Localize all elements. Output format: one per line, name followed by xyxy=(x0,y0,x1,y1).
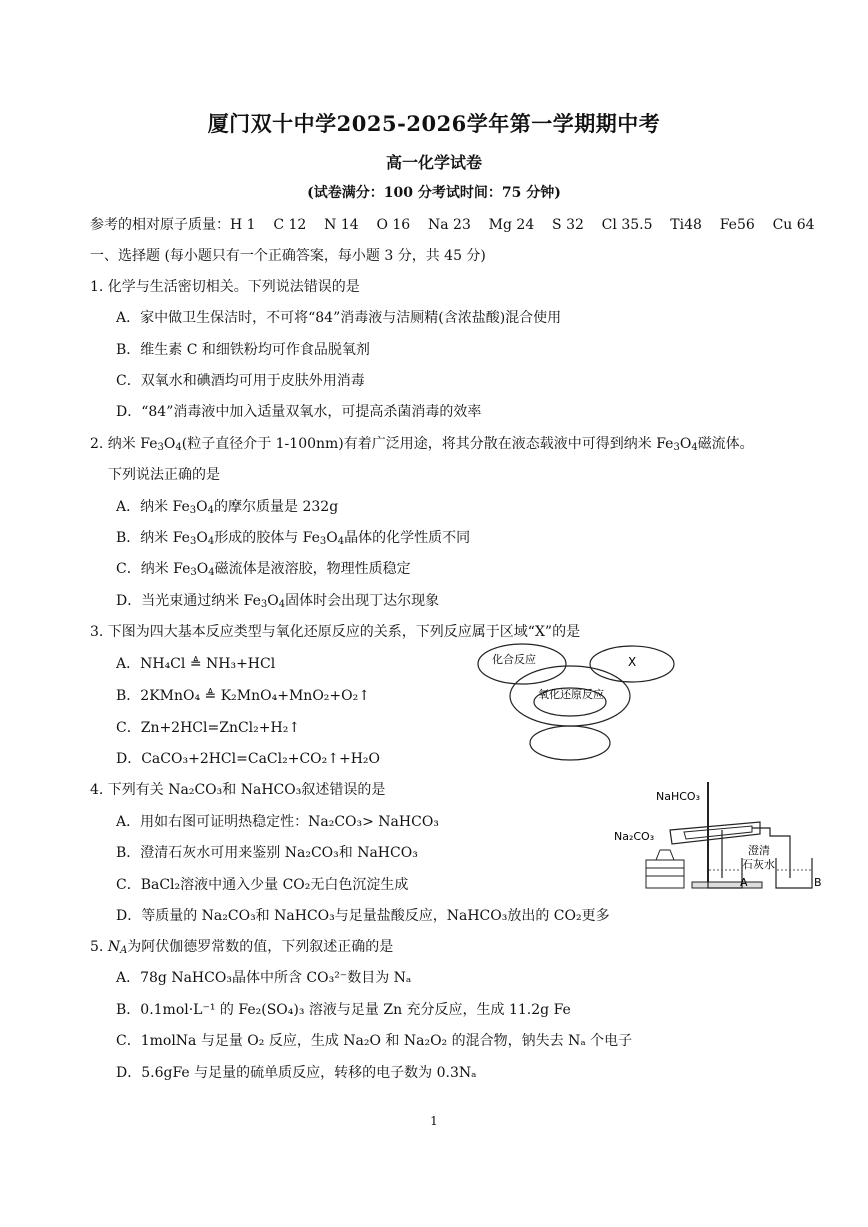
q2-option-d xyxy=(116,590,439,610)
q2-stem-line2: 下列说法正确的是 xyxy=(108,467,220,483)
q2-c-pre: C．纳米 Fe xyxy=(116,561,191,577)
q2-b-sub4b: 4 xyxy=(337,536,345,547)
q3-option-b: B．2KMnO₄ ≜ K₂MnO₄+MnO₂+O₂↑ xyxy=(116,688,370,704)
q5-na-sub: A xyxy=(120,945,128,956)
section-heading: 一、选择题 (每小题只有一个正确答案，每小题 3 分，共 45 分) xyxy=(90,248,486,264)
q1-option-a: A．家中做卫生保洁时，不可将“84”消毒液与洁厕精(含浓盐酸)混合使用 xyxy=(116,310,562,326)
q2-sub-3: 3 xyxy=(157,442,164,453)
q5-option-c: C．1molNa 与足量 O₂ 反应，生成 Na₂O 和 Na₂O₂ 的混合物，钠失去 Nₐ 个电子 xyxy=(116,1033,633,1049)
q2-d-post: 固体时会出现丁达尔现象 xyxy=(285,593,440,609)
q2-stem xyxy=(90,433,754,453)
label-lime-2: 石灰水 xyxy=(742,858,775,871)
page-number: 1 xyxy=(430,1114,438,1128)
q2-d-sub4: 4 xyxy=(278,599,286,610)
q2-option-b xyxy=(116,527,470,547)
q4-option-b: B．澄清石灰水可用来鉴别 Na₂CO₃和 NaHCO₃ xyxy=(116,845,418,861)
q2-b-pre: B．纳米 Fe xyxy=(116,530,190,546)
beaker-b xyxy=(776,858,812,888)
q2-option-c xyxy=(116,558,411,578)
q2-d-pre: D．当光束通过纳米 Fe xyxy=(116,593,261,609)
q2-sub-4: 4 xyxy=(175,442,182,453)
q1-option-b: B．维生素 C 和细铁粉均可作食品脱氧剂 xyxy=(116,342,370,358)
q2-c-post: 磁流体是液溶胶，物理性质稳定 xyxy=(214,561,411,577)
q2-b-o: O xyxy=(196,530,208,546)
label-b: B xyxy=(814,876,822,889)
label-a: A xyxy=(740,876,748,889)
q2-a-o: O xyxy=(196,499,208,515)
q1-stem: 1. 化学与生活密切相关。下列说法错误的是 xyxy=(90,279,360,295)
q2-option-a xyxy=(116,496,338,516)
q4-option-d: D．等质量的 Na₂CO₃和 NaHCO₃与足量盐酸反应，NaHCO₃放出的 CO₂更多 xyxy=(116,908,610,924)
q2-c-sub3: 3 xyxy=(190,567,197,578)
label-na2co3: Na₂CO₃ xyxy=(614,830,655,843)
q3-option-a: A．NH₄Cl ≜ NH₃+HCl xyxy=(116,656,276,672)
q3-option-d: D．CaCO₃+2HCl=CaCl₂+CO₂↑+H₂O xyxy=(116,751,381,767)
reaction-type-diagram xyxy=(470,640,680,770)
q5-stem: 5. $N_A$为阿伏伽德罗常数的值，下列叙述正确的是 xyxy=(90,939,394,956)
q2-stem-part3: 磁流体。 xyxy=(697,436,754,452)
exam-info: (试卷满分：100 分考试时间：75 分钟) xyxy=(307,185,561,201)
exam-subtitle: 高一化学试卷 xyxy=(385,153,482,172)
q2-b-o2: O xyxy=(326,530,338,546)
q2-d-sub3: 3 xyxy=(260,599,268,610)
q2-b-sub3: 3 xyxy=(189,536,197,547)
q2-a-sub3: 3 xyxy=(189,505,197,516)
atomic-masses: 参考的相对原子质量：H 1 C 12 N 14 O 16 Na 23 Mg 24 S 32 Cl 35.5 Ti48 Fe56 Cu 64 xyxy=(90,217,815,233)
bottom-ellipse xyxy=(530,726,610,760)
q5-stem-rest: 为阿伏伽德罗常数的值，下列叙述正确的是 xyxy=(127,939,394,955)
flame xyxy=(656,850,674,860)
q2-b-sub3b: 3 xyxy=(319,536,327,547)
q2-a-post: 的摩尔质量是 232g xyxy=(214,499,339,515)
q2-b-mid: 形成的胶体与 Fe xyxy=(214,530,320,546)
q2-c-sub4: 4 xyxy=(208,567,215,578)
q5-option-a: A．78g NaHCO₃晶体中所含 CO₃²⁻数目为 Nₐ xyxy=(116,970,412,986)
exam-title: 厦门双十中学2025-2026学年第一学期期中考 xyxy=(207,111,661,136)
label-redox: 氧化还原反应 xyxy=(538,688,604,701)
q2-sub-3b: 3 xyxy=(673,442,680,453)
q3-option-c: C．Zn+2HCl=ZnCl₂+H₂↑ xyxy=(116,720,301,736)
q2-d-o: O xyxy=(267,593,279,609)
q2-o-b: O xyxy=(679,436,692,452)
q4-stem: 4. 下列有关 Na₂CO₃和 NaHCO₃叙述错误的是 xyxy=(90,782,386,798)
label-nahco3: NaHCO₃ xyxy=(656,790,700,803)
q2-stem-part2: (粒子直径介于 1-100nm)有着广泛用途，将其分散在液态载液中可得到纳米 Fe xyxy=(181,436,674,452)
q2-stem-part1: 2. 纳米 Fe xyxy=(90,436,158,452)
label-lime-1: 澄清 xyxy=(748,844,770,857)
q4-option-c: C．BaCl₂溶液中通入少量 CO₂无白色沉淀生成 xyxy=(116,877,409,893)
stand-base xyxy=(692,882,762,888)
q2-b-sub4: 4 xyxy=(207,536,215,547)
q2-sub-4b: 4 xyxy=(691,442,698,453)
q2-o: O xyxy=(163,436,176,452)
q1-option-c: C．双氧水和碘酒均可用于皮肤外用消毒 xyxy=(116,373,365,389)
q4-option-a: A．用如右图可证明热稳定性：Na₂CO₃> NaHCO₃ xyxy=(116,814,439,830)
q5-option-d: D．5.6gFe 与足量的硫单质反应，转移的电子数为 0.3Nₐ xyxy=(116,1065,477,1081)
thermal-stability-apparatus xyxy=(612,778,827,896)
q5-na: N xyxy=(107,939,121,955)
q5-option-b: B．0.1mol·L⁻¹ 的 Fe₂(SO₄)₃ 溶液与足量 Zn 充分反应，生成 11.2g Fe xyxy=(116,1002,571,1018)
q2-b-post: 晶体的化学性质不同 xyxy=(344,530,471,546)
q2-c-o: O xyxy=(196,561,209,577)
q3-stem: 3. 下图为四大基本反应类型与氧化还原反应的关系，下列反应属于区域“X”的是 xyxy=(90,624,581,640)
q2-a-sub4: 4 xyxy=(207,505,215,516)
label-combination: 化合反应 xyxy=(492,653,536,666)
q1-option-d: D．“84”消毒液中加入适量双氧水，可提高杀菌消毒的效率 xyxy=(116,404,482,420)
q2-a-pre: A．纳米 Fe xyxy=(116,499,190,515)
label-x: X xyxy=(628,655,637,669)
burner xyxy=(646,860,684,888)
